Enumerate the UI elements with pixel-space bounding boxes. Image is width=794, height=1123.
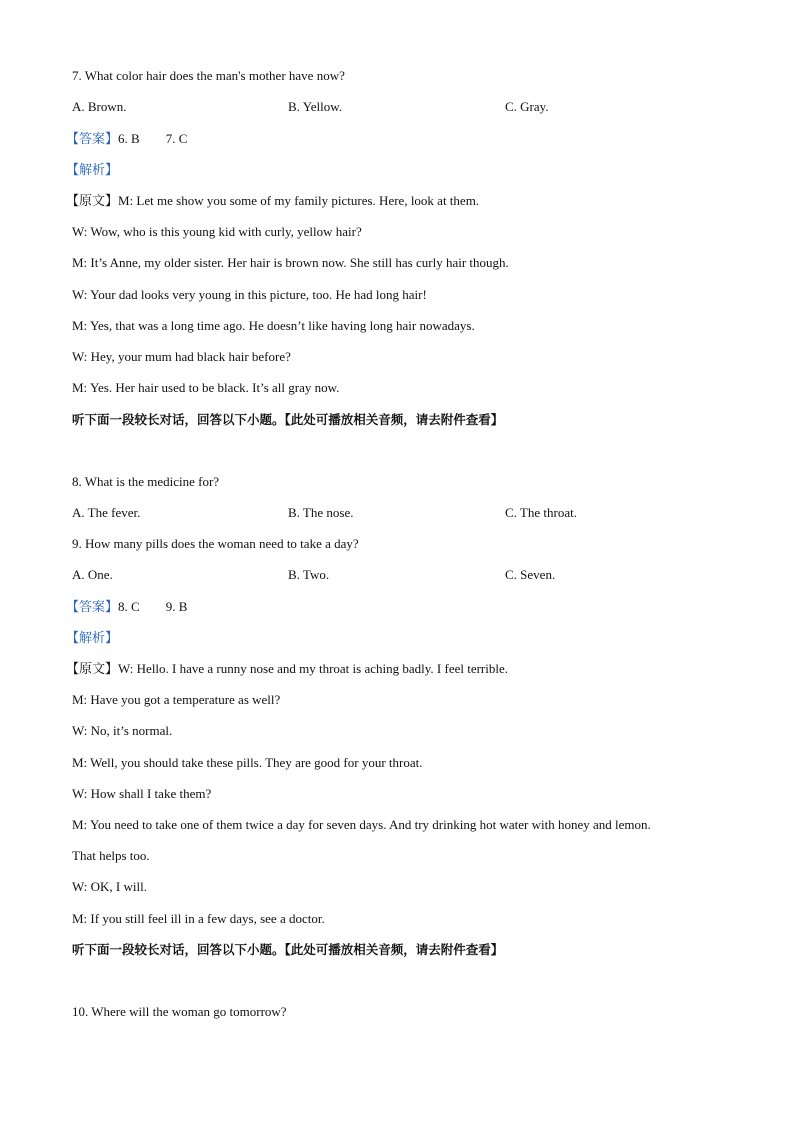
question-10: 10. Where will the woman go tomorrow? — [72, 1004, 287, 1019]
answer-tag: 【答案】 — [66, 600, 119, 615]
answer-tag: 【答案】 — [66, 132, 119, 147]
question-7: 7. What color hair does the man's mother have now? — [72, 68, 345, 83]
q8-option-a: A. The fever. — [72, 505, 141, 520]
script-2-line-4: W: How shall I take them? — [72, 786, 212, 801]
script-1-line-1: W: Wow, who is this young kid with curly, yellow hair? — [72, 224, 362, 239]
script-2-line-0 — [66, 661, 508, 677]
script-1-line-0 — [66, 193, 479, 209]
question-9: 9. How many pills does the woman need to take a day? — [72, 536, 359, 551]
script-2-line-2: W: No, it’s normal. — [72, 723, 173, 738]
script-2-line-7: W: OK, I will. — [72, 879, 147, 894]
analysis-tag: 【解析】 — [66, 163, 119, 178]
analysis-line-1 — [66, 162, 118, 179]
script-2-line-6: That helps too. — [72, 848, 150, 863]
listening-instruction-1: 听下面一段较长对话，回答以下小题。【此处可播放相关音频，请去附件查看】 — [72, 412, 504, 427]
script-1-line-4: M: Yes, that was a long time ago. He doesn’t like having long hair nowadays. — [72, 318, 475, 333]
q7-option-a: A. Brown. — [72, 99, 127, 114]
q8-option-b: B. The nose. — [288, 505, 354, 520]
q9-option-b: B. Two. — [288, 567, 330, 582]
answer-9: 9. B — [165, 599, 188, 614]
answer-line-1 — [66, 131, 187, 148]
script-1-line-6: M: Yes. Her hair used to be black. It’s all gray now. — [72, 380, 340, 395]
answer-line-2 — [66, 599, 187, 616]
script-2-line-3: M: Well, you should take these pills. They are good for your throat. — [72, 755, 423, 770]
script-tag: 【原文】 — [66, 661, 119, 676]
script-2-line-5: M: You need to take one of them twice a day for seven days. And try drinking hot water with honey and lemon. — [72, 817, 651, 832]
analysis-line-2 — [66, 630, 118, 647]
q7-option-c: C. Gray. — [505, 99, 549, 114]
listening-instruction-2: 听下面一段较长对话，回答以下小题。【此处可播放相关音频，请去附件查看】 — [72, 942, 504, 957]
answer-7: 7. C — [165, 131, 188, 146]
script-1-line-5: W: Hey, your mum had black hair before? — [72, 349, 291, 364]
script-tag: 【原文】 — [66, 193, 119, 208]
script-2-line-1: M: Have you got a temperature as well? — [72, 692, 281, 707]
q9-option-c: C. Seven. — [505, 567, 556, 582]
q8-option-c: C. The throat. — [505, 505, 577, 520]
q9-option-a: A. One. — [72, 567, 113, 582]
script-2-line-8: M: If you still feel ill in a few days, see a doctor. — [72, 911, 325, 926]
script-1-line-2: M: It’s Anne, my older sister. Her hair is brown now. She still has curly hair though. — [72, 255, 509, 270]
analysis-tag: 【解析】 — [66, 631, 119, 646]
answer-8: 8. C — [118, 599, 140, 614]
answer-6: 6. B — [118, 131, 140, 146]
q7-option-b: B. Yellow. — [288, 99, 343, 114]
script-1-line-3: W: Your dad looks very young in this picture, too. He had long hair! — [72, 287, 427, 302]
script-1-text-0: M: Let me show you some of my family pictures. Here, look at them. — [118, 193, 480, 208]
question-8: 8. What is the medicine for? — [72, 474, 220, 489]
script-2-text-0: W: Hello. I have a runny nose and my throat is aching badly. I feel terrible. — [118, 661, 509, 676]
